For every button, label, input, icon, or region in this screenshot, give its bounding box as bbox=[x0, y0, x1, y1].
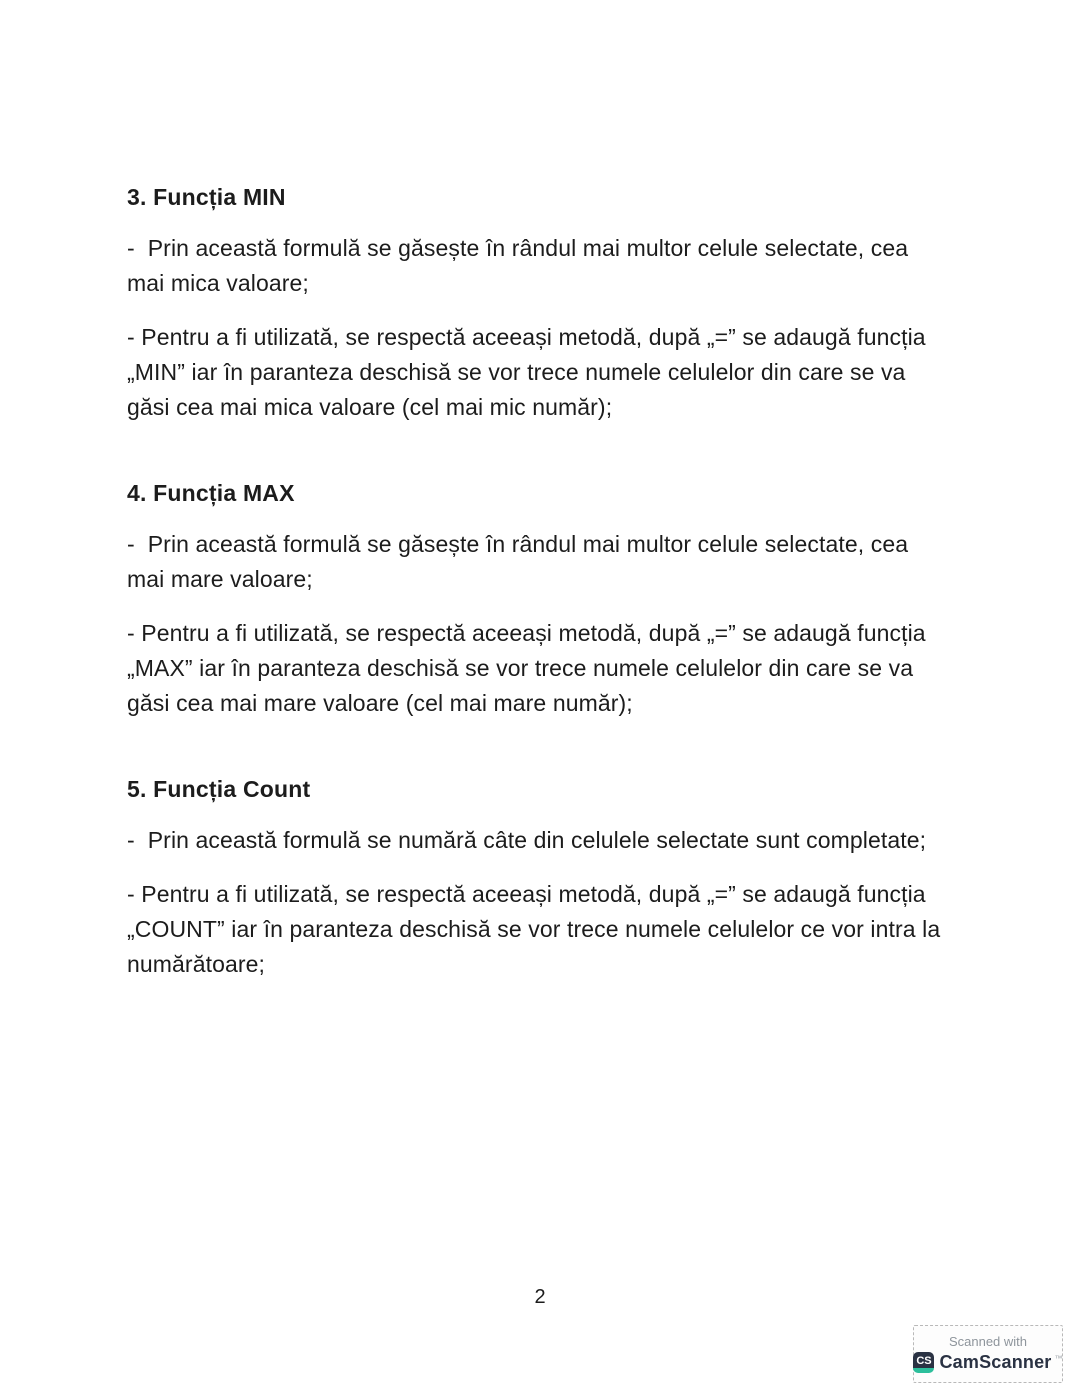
paragraph: - Pentru a fi utilizată, se respectă aceeași metodă, după „=” se adaugă funcția „COUNT” iar în paranteza deschisă se vor trece numele celulelor ce vor intra la numărătoare; bbox=[127, 881, 947, 977]
section-functia-min bbox=[127, 181, 949, 425]
camscanner-logo-icon: CS bbox=[913, 1352, 934, 1373]
camscanner-watermark bbox=[913, 1325, 1063, 1383]
paragraph: - Prin această formulă se găsește în rândul mai multor celule selectate, cea mai mare valoare; bbox=[127, 531, 915, 592]
page-number: 2 bbox=[534, 1286, 546, 1308]
section-heading: 4. Funcția MAX bbox=[127, 480, 295, 506]
paragraph: - Pentru a fi utilizată, se respectă aceeași metodă, după „=” se adaugă funcția „MIN” iar în paranteza deschisă se vor trece numele celulelor din care se va găsi cea mai mica valoare (cel mai mic număr); bbox=[127, 324, 933, 420]
paragraph: - Pentru a fi utilizată, se respectă aceeași metodă, după „=” se adaugă funcția „MAX” iar în paranteza deschisă se vor trece numele celulelor din care se va găsi cea mai mare valoare (cel mai mare număr); bbox=[127, 620, 933, 716]
trademark-symbol: ™ bbox=[1054, 1354, 1063, 1363]
camscanner-brand-name: CamScanner bbox=[939, 1352, 1052, 1372]
document-body bbox=[127, 181, 949, 1034]
paragraph: - Prin această formulă se numără câte din celulele selectate sunt completate; bbox=[127, 827, 927, 853]
section-heading: 5. Funcția Count bbox=[127, 776, 311, 802]
paragraph: - Prin această formulă se găsește în rândul mai multor celule selectate, cea mai mica valoare; bbox=[127, 235, 915, 296]
section-heading: 3. Funcția MIN bbox=[127, 184, 286, 210]
section-functia-count bbox=[127, 773, 949, 982]
section-functia-max bbox=[127, 477, 949, 721]
camscanner-brand-row bbox=[913, 1352, 1062, 1373]
scanned-with-label: Scanned with bbox=[948, 1334, 1028, 1349]
